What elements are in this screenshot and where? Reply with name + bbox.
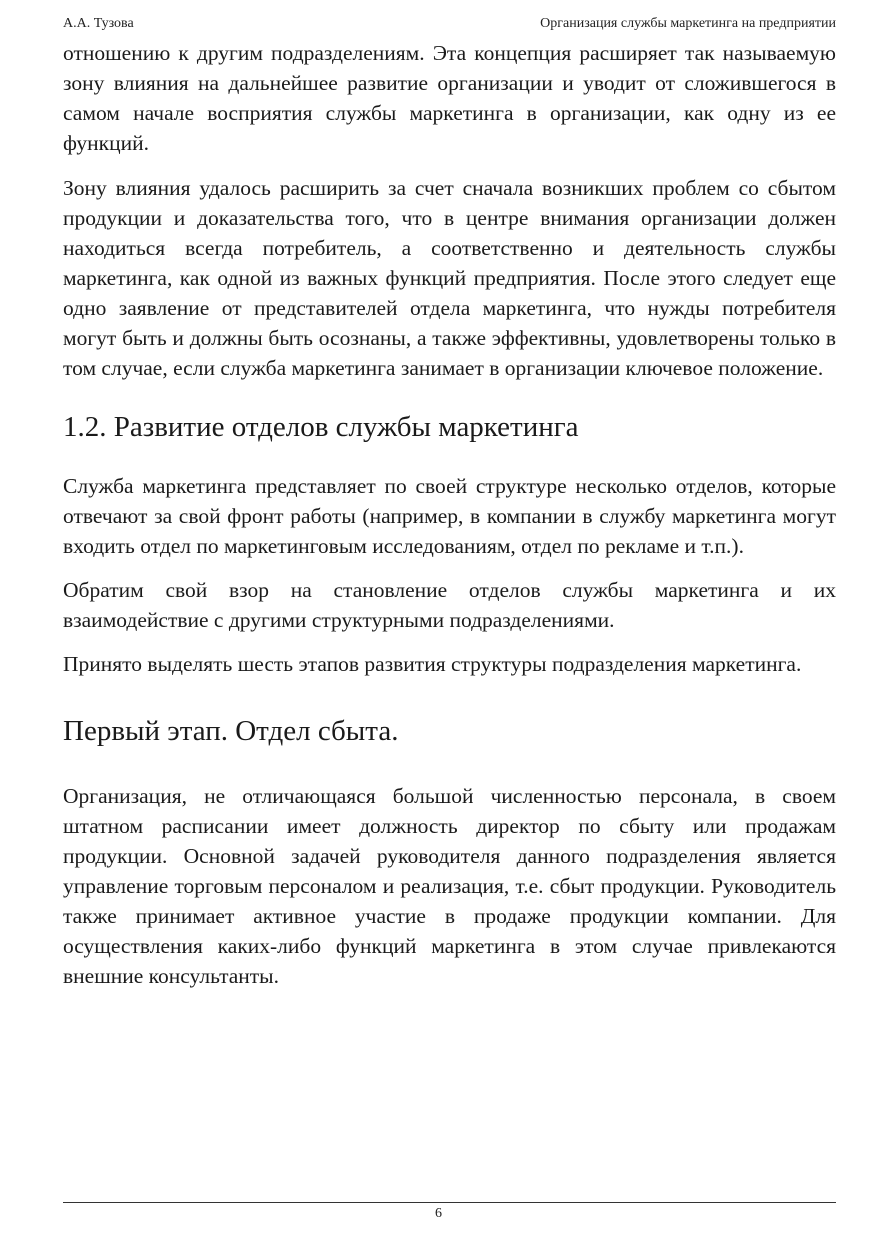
- paragraph-six-stages: Принято выделять шесть этапов развития структуры подразделения маркетинга.: [63, 652, 802, 676]
- section-heading: 1.2. Развитие отделов службы маркетинга: [63, 411, 579, 443]
- paragraph-influence-zone: Зону влияния удалось расширить за счет сначала возникших проблем со сбытом продукции и доказательства того, что в центре внимания организации должен находиться всегда потребитель, а соответственно и деятельность службы маркетинга, как одной из важных функций предприятия. После этого следует еще одно заявление от представителей отдела маркетинга, что нужды потребителя могут быть и должны быть осознаны, а также эффективны, удовлетворены только в том случае, если служба маркетинга занимает в организации ключевое положение.: [63, 176, 836, 380]
- stage-heading: Первый этап. Отдел сбыта.: [63, 715, 399, 747]
- header-author: А.А. Тузова: [63, 16, 134, 31]
- paragraph-first-stage: Организация, не отличающаяся большой численностью персонала, в своем штатном расписании имеет должность директор по сбыту или продажам продукции. Основной задачей руководителя данного подразделения является управление торговым персоналом и реализация, т.е. сбыт продукции. Руководитель также принимает активное участие в продаже продукции компании. Для осуществления каких-либо функций маркетинга в этом случае привлекаются внешние консультанты.: [63, 784, 836, 988]
- paragraph-structure: Служба маркетинга представляет по своей структуре несколько отделов, которые отвечают за свой фронт работы (например, в компании в службу маркетинга могут входить отдел по маркетинговым исследованиям, отдел по рекламе и т.п.).: [63, 474, 836, 558]
- page-header: [63, 16, 836, 36]
- page-content: [63, 38, 836, 991]
- footer-divider: [63, 1202, 836, 1203]
- header-document-title: Организация службы маркетинга на предприятии: [540, 16, 836, 31]
- paragraph-formation: Обратим свой взор на становление отделов службы маркетинга и их взаимодействие с другими структурными подразделениями.: [63, 578, 836, 632]
- paragraph-continuation: отношению к другим подразделениям. Эта концепция расширяет так называемую зону влияния на дальнейшее развитие организации и уводит от сложившегося в самом начале восприятия службы маркетинга в организации, как одну из ее функций.: [63, 41, 836, 155]
- page-number: 6: [435, 1206, 442, 1221]
